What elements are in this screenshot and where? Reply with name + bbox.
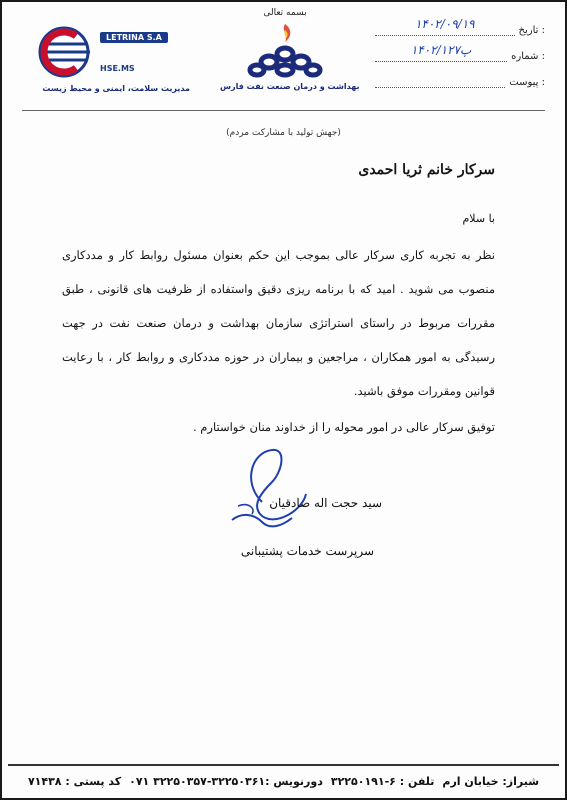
letter-footer — [8, 764, 559, 796]
signatory-title: سرپرست خدمات پشتیبانی — [240, 544, 374, 558]
date-row — [375, 10, 545, 36]
header-divider — [22, 110, 545, 111]
attachment-label: پیوست : — [509, 77, 545, 88]
hse-label: HSE.MS — [100, 64, 135, 73]
footer-fax: دورنویس :۳۲۲۵۰۳۶۱-۳۲۲۵۰۳۵۷ ۰۷۱ — [129, 774, 323, 788]
date-label: تاریخ : — [518, 25, 545, 36]
footer-address: شیراز: خیابان ارم — [442, 774, 540, 788]
number-label: شماره : — [511, 51, 545, 62]
letrina-label: LETRINA S.A — [100, 32, 168, 43]
footer-phone: تلفن : ۶-۳۲۲۵۰۱۹۱ — [330, 774, 435, 788]
signature-block — [202, 442, 382, 572]
body-paragraph: نظر به تجربه کاری سرکار عالی بموجب این حکم بعنوان مسئول روابط کار و مددکاری منصوب می شوید . امید که با برنامه ریزی دقیق واستفاده از ظرفیت های قانونی ، طبق مقررات مربوط در راستای استراتژی سازمان بهداشت و درمان صنعت نفت در جهت رسیدگی به امور همکاران ، مراجعین و بیماران در حوزه مددکاری و روابط کار ، با رعایت قوانین ومقررات موفق باشید. — [62, 248, 495, 398]
organization-name: بهداشت و درمان صنعت نفت فارس — [220, 82, 360, 91]
hse-department: مدیریت سلامت، ایمنی و محیط زیست — [42, 84, 190, 93]
hse-logo-block — [30, 22, 190, 93]
attachment-value — [375, 69, 505, 88]
attachment-row — [375, 62, 545, 88]
date-value: ۱۴۰۲/۰۹/۱۹ — [375, 17, 515, 36]
signatory-name: سید حجت اله صادقیان — [269, 496, 382, 510]
greeting-line: با سلام — [462, 212, 495, 225]
oil-industry-logo-icon — [245, 20, 325, 80]
letrina-globe-icon — [30, 22, 100, 82]
year-motto: (جهش تولید با مشارکت مردم) — [226, 128, 341, 138]
number-value: پ۱۴۰۲/۱۲۷ — [375, 43, 507, 62]
bismillah-text: بسمه تعالی — [263, 8, 307, 18]
letter-meta — [375, 10, 545, 88]
number-row — [375, 36, 545, 62]
recipient-line: سرکار خانم ثریا احمدی — [358, 162, 495, 178]
closing-line: توفیق سرکار عالی در امور محوله را از خداوند منان خواستارم . — [193, 420, 495, 434]
organization-header — [220, 8, 360, 91]
footer-postal: کد پستی : ۷۱۴۳۸ — [27, 774, 122, 788]
